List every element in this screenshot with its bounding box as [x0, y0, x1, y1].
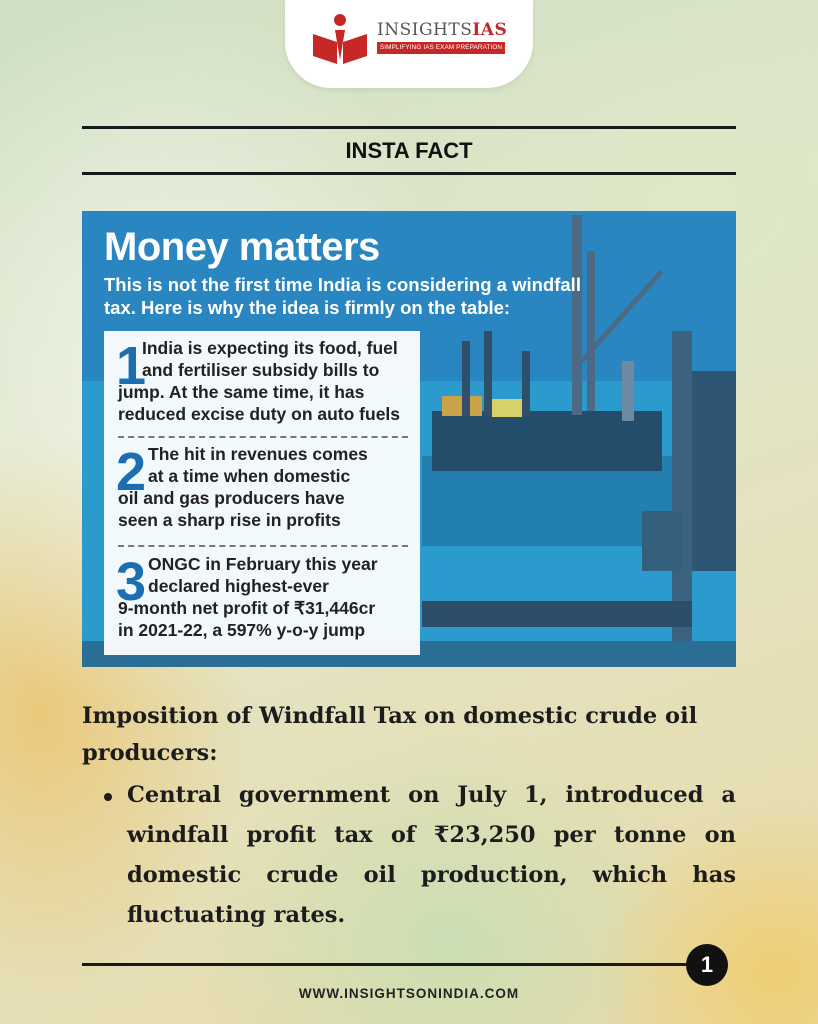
page-title: INSTA FACT	[345, 138, 473, 163]
point-line: at a time when domestic	[148, 466, 351, 486]
point-line: in 2021-22, a 597% y-o-y jump	[118, 620, 366, 640]
point-line: jump. At the same time, it has	[118, 382, 365, 402]
brand-name: INSIGHTSIAS	[377, 20, 508, 40]
infographic-subtitle: This is not the first time India is considering a windfall tax. Here is why the idea is firmly on the table:	[104, 274, 581, 318]
point-line: oil and gas producers have	[118, 488, 345, 508]
point-separator	[118, 545, 408, 547]
section-heading: Imposition of Windfall Tax on domestic crude oil producers:	[82, 703, 698, 766]
header-rule-bottom	[82, 172, 736, 175]
header-rule-top	[82, 126, 736, 129]
logo-tab	[285, 0, 533, 88]
logo-icon	[311, 12, 369, 66]
infographic	[82, 211, 736, 667]
footer-rule	[82, 963, 702, 966]
point-line: The hit in revenues comes	[148, 444, 368, 464]
point-number: 3	[116, 552, 147, 612]
point-line: reduced excise duty on auto fuels	[118, 404, 401, 424]
point-line: declared highest-ever	[148, 576, 329, 596]
brand-tagline: SIMPLIFYING IAS EXAM PREPARATION	[377, 42, 505, 54]
point-line: India is expecting its food, fuel	[142, 338, 398, 358]
point-line: and fertiliser subsidy bills to	[142, 360, 380, 380]
page-number-badge: 1	[686, 944, 728, 986]
point-line: ONGC in February this year	[148, 554, 378, 574]
point-number: 2	[116, 442, 147, 502]
points-panel	[104, 331, 420, 655]
point-line: 9-month net profit of ₹31,446cr	[118, 598, 376, 618]
bullet-text: Central government on July 1, introduced a windfall profit tax of ₹23,250 per tonne on domestic crude oil production, which has fluctuating rates.	[127, 782, 736, 928]
infographic-title: Money matters	[104, 225, 380, 269]
point-line: seen a sharp rise in profits	[118, 510, 341, 530]
point-separator	[118, 436, 408, 438]
website-url[interactable]: WWW.INSIGHTSONINDIA.COM	[298, 986, 520, 1001]
bullet-icon	[104, 793, 112, 801]
point-number: 1	[116, 336, 147, 396]
